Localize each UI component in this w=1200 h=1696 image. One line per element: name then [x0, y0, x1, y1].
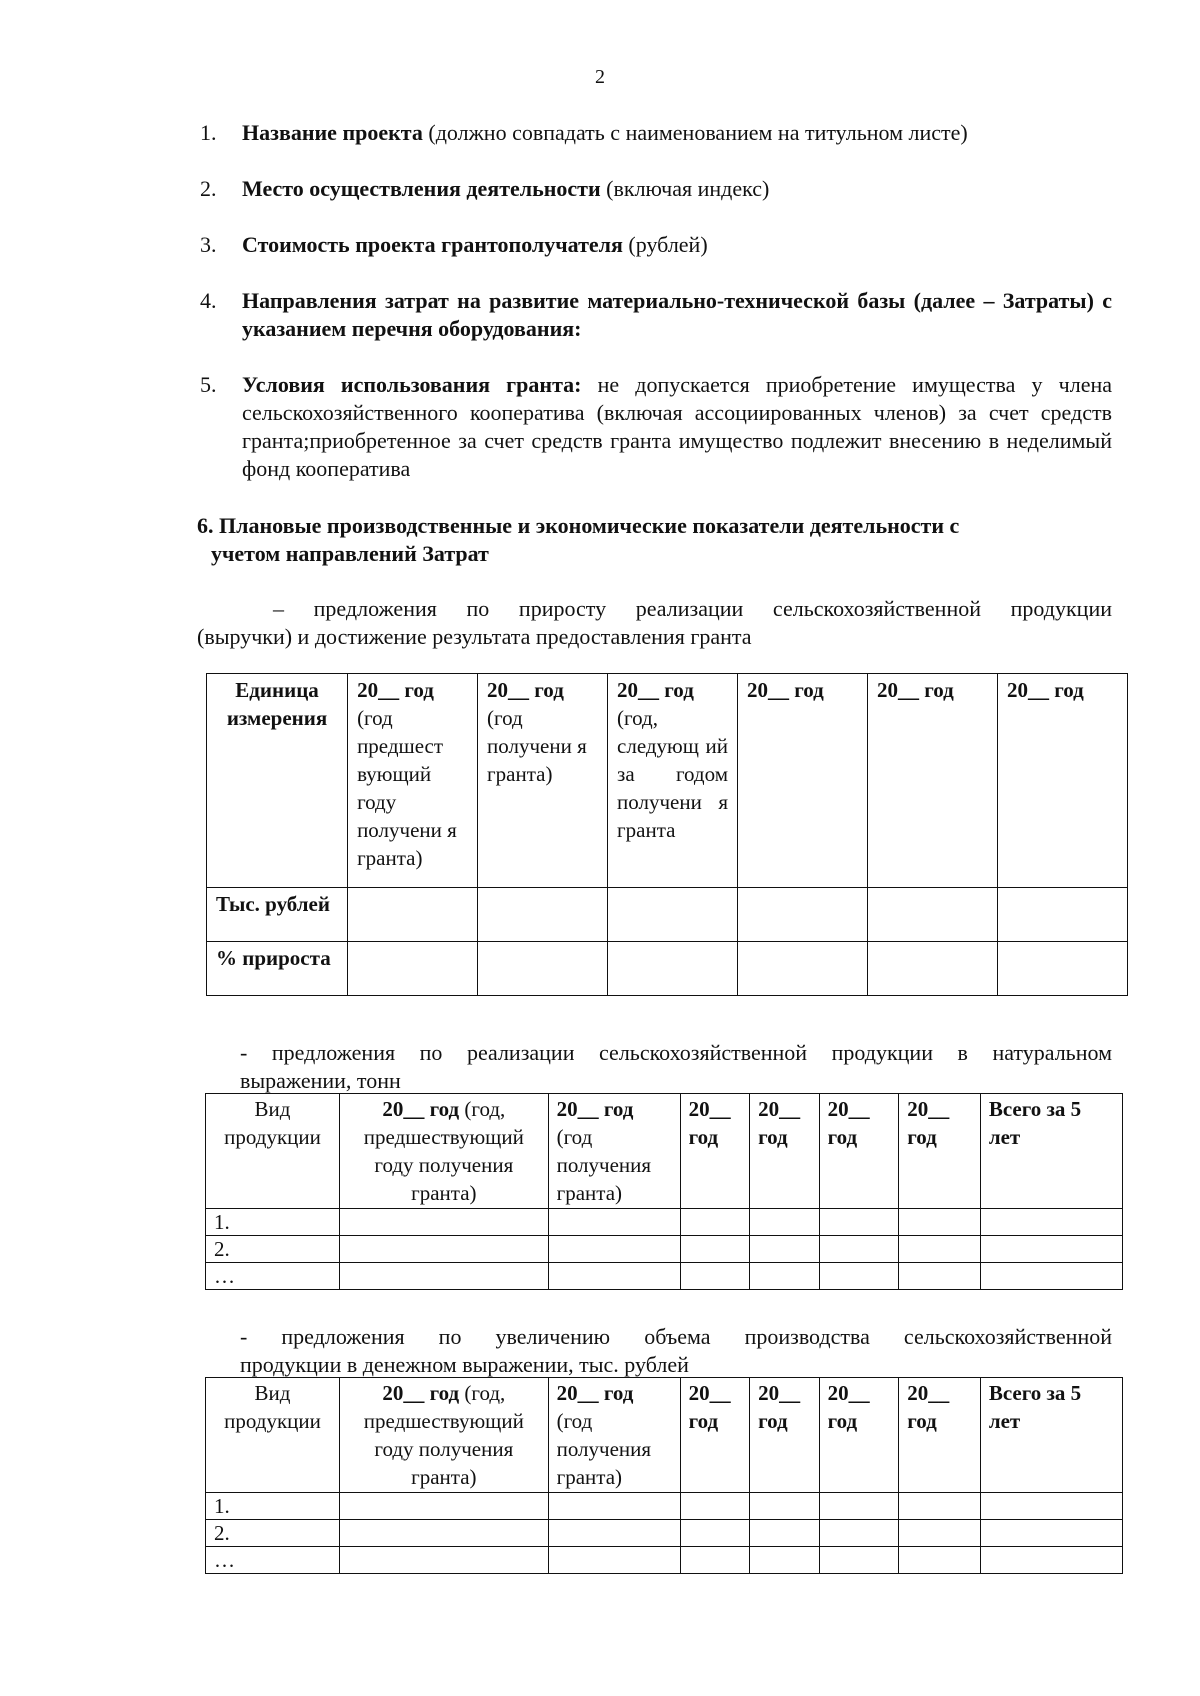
header-year: 20__ год — [899, 1378, 981, 1493]
table-natural — [205, 1093, 1123, 1290]
table-cell[interactable] — [997, 888, 1127, 942]
row-label: … — [206, 1547, 340, 1574]
header-cell: 20__ год (год, следующ ий за годом получени я гранта — [608, 674, 738, 888]
header-vid: Вид продукции — [206, 1378, 340, 1493]
para-line: выражении, тонн — [240, 1068, 401, 1093]
table-cell[interactable] — [608, 942, 738, 996]
header-grant-year: 20__ год (год получения гранта) — [548, 1094, 680, 1209]
header-cell: 20__ год (год получени я гранта) — [478, 674, 608, 888]
table-cell[interactable] — [819, 1209, 899, 1236]
table-cell[interactable] — [340, 1209, 549, 1236]
table-cell[interactable] — [680, 1209, 750, 1236]
row-label: 1. — [206, 1493, 340, 1520]
row-label: 2. — [206, 1236, 340, 1263]
header-prev-year: 20__ год (год, предшествующий году получения гранта) — [340, 1094, 549, 1209]
header-total: Всего за 5 лет — [980, 1378, 1122, 1493]
item-note: (должно совпадать с наименованием на титульном листе) — [422, 120, 968, 145]
table-cell[interactable] — [980, 1493, 1122, 1520]
table-cell[interactable] — [738, 942, 868, 996]
table-cell[interactable] — [680, 1263, 750, 1290]
header-year: 20__ год — [819, 1094, 899, 1209]
header-prev-year: 20__ год (год, предшествующий году получения гранта) — [340, 1378, 549, 1493]
item-number: 4. — [200, 288, 217, 313]
header-year: 20__ год — [819, 1378, 899, 1493]
para-line: – предложения по приросту реализации сельскохозяйственной продукции — [273, 596, 1112, 621]
table-cell[interactable] — [738, 888, 868, 942]
table-cell[interactable] — [348, 942, 478, 996]
header-year: 20__ год — [750, 1094, 820, 1209]
section-6-line1: 6. Плановые производственные и экономические показатели деятельности с — [197, 513, 960, 538]
table-cell[interactable] — [608, 888, 738, 942]
row-label: … — [206, 1263, 340, 1290]
table-cell[interactable] — [819, 1493, 899, 1520]
header-year: 20__ год — [899, 1094, 981, 1209]
table-cell[interactable] — [980, 1520, 1122, 1547]
header-cell: 20__ год — [868, 674, 998, 888]
item-title: Направления затрат на развитие материально-технической базы (далее – Затраты) с указанием перечня оборудования: — [242, 288, 1112, 341]
table-cell[interactable] — [548, 1209, 680, 1236]
table-cell[interactable] — [340, 1236, 549, 1263]
table-cell[interactable] — [868, 942, 998, 996]
section-6-line2: учетом направлений Затрат — [211, 541, 489, 566]
page-number: 2 — [595, 66, 605, 88]
table-money — [205, 1377, 1123, 1574]
table-cell[interactable] — [750, 1209, 820, 1236]
para-line: - предложения по увеличению объема производства сельскохозяйственной — [240, 1324, 1112, 1349]
item-title: Название проекта — [242, 120, 423, 145]
table-cell[interactable] — [348, 888, 478, 942]
para-line: (выручки) и достижение результата предоставления гранта — [197, 624, 752, 649]
row-label: 1. — [206, 1209, 340, 1236]
table-cell[interactable] — [750, 1547, 820, 1574]
table-cell[interactable] — [548, 1493, 680, 1520]
header-cell: 20__ год — [997, 674, 1127, 888]
table-cell[interactable] — [899, 1236, 981, 1263]
table-cell[interactable] — [750, 1236, 820, 1263]
table-cell[interactable] — [548, 1263, 680, 1290]
table-cell[interactable] — [980, 1209, 1122, 1236]
table-cell[interactable] — [340, 1493, 549, 1520]
item-note: (включая индекс) — [600, 176, 770, 201]
table-cell[interactable] — [750, 1263, 820, 1290]
header-year: 20__ год — [680, 1378, 750, 1493]
table-cell[interactable] — [750, 1520, 820, 1547]
table-cell[interactable] — [899, 1547, 981, 1574]
header-cell: 20__ год (год предшест вующий году получени я гранта) — [348, 674, 478, 888]
table-cell[interactable] — [680, 1236, 750, 1263]
row-label: % прироста — [207, 942, 348, 996]
paragraph-natural-sales — [240, 1039, 1112, 1095]
table-cell[interactable] — [340, 1547, 549, 1574]
table-cell[interactable] — [478, 888, 608, 942]
header-total: Всего за 5 лет — [980, 1094, 1122, 1209]
table-cell[interactable] — [340, 1263, 549, 1290]
header-cell: Единица измерения — [207, 674, 348, 888]
item-number: 1. — [200, 120, 217, 145]
table-cell[interactable] — [548, 1520, 680, 1547]
table-cell[interactable] — [819, 1547, 899, 1574]
table-cell[interactable] — [819, 1520, 899, 1547]
item-title: Стоимость проекта грантополучателя — [242, 232, 623, 257]
table-cell[interactable] — [819, 1263, 899, 1290]
table-cell[interactable] — [997, 942, 1127, 996]
section-6-heading — [197, 512, 1077, 568]
table-cell[interactable] — [478, 942, 608, 996]
para-line: - предложения по реализации сельскохозяйственной продукции в натуральном — [240, 1040, 1112, 1065]
table-cell[interactable] — [819, 1236, 899, 1263]
row-label: Тыс. рублей — [207, 888, 348, 942]
header-vid: Вид продукции — [206, 1094, 340, 1209]
table-cell[interactable] — [899, 1520, 981, 1547]
row-label: 2. — [206, 1520, 340, 1547]
table-cell[interactable] — [899, 1493, 981, 1520]
item-title: Условия использования гранта: — [242, 372, 582, 397]
table-cell[interactable] — [680, 1520, 750, 1547]
table-cell[interactable] — [868, 888, 998, 942]
table-cell[interactable] — [980, 1263, 1122, 1290]
table-cell[interactable] — [548, 1547, 680, 1574]
item-note: не допускается приобретение имущества у члена сельскохозяйственного кооператива (включая ассоциированных членов) за счет средств гранта;приобретенное за счет средств гранта имущество подлежит внесению в неделимый фонд кооператива — [242, 372, 1112, 481]
item-note: (рублей) — [622, 232, 708, 257]
header-year: 20__ год — [680, 1094, 750, 1209]
header-year: 20__ год — [750, 1378, 820, 1493]
table-cell[interactable] — [899, 1209, 981, 1236]
table-cell[interactable] — [548, 1236, 680, 1263]
item-number: 3. — [200, 232, 217, 257]
item-number: 5. — [200, 372, 217, 397]
paragraph-money-production — [240, 1323, 1112, 1379]
item-title: Место осуществления деятельности — [242, 176, 601, 201]
para-line: продукции в денежном выражении, тыс. рублей — [240, 1352, 689, 1377]
paragraph-revenue-growth — [197, 595, 1112, 651]
table-cell[interactable] — [899, 1263, 981, 1290]
table-cell[interactable] — [680, 1493, 750, 1520]
item-number: 2. — [200, 176, 217, 201]
table-cell[interactable] — [750, 1493, 820, 1520]
header-cell: 20__ год — [738, 674, 868, 888]
header-grant-year: 20__ год (год получения гранта) — [548, 1378, 680, 1493]
table-cell[interactable] — [980, 1547, 1122, 1574]
table-revenue — [206, 673, 1128, 996]
table-cell[interactable] — [340, 1520, 549, 1547]
table-cell[interactable] — [980, 1236, 1122, 1263]
table-cell[interactable] — [680, 1547, 750, 1574]
